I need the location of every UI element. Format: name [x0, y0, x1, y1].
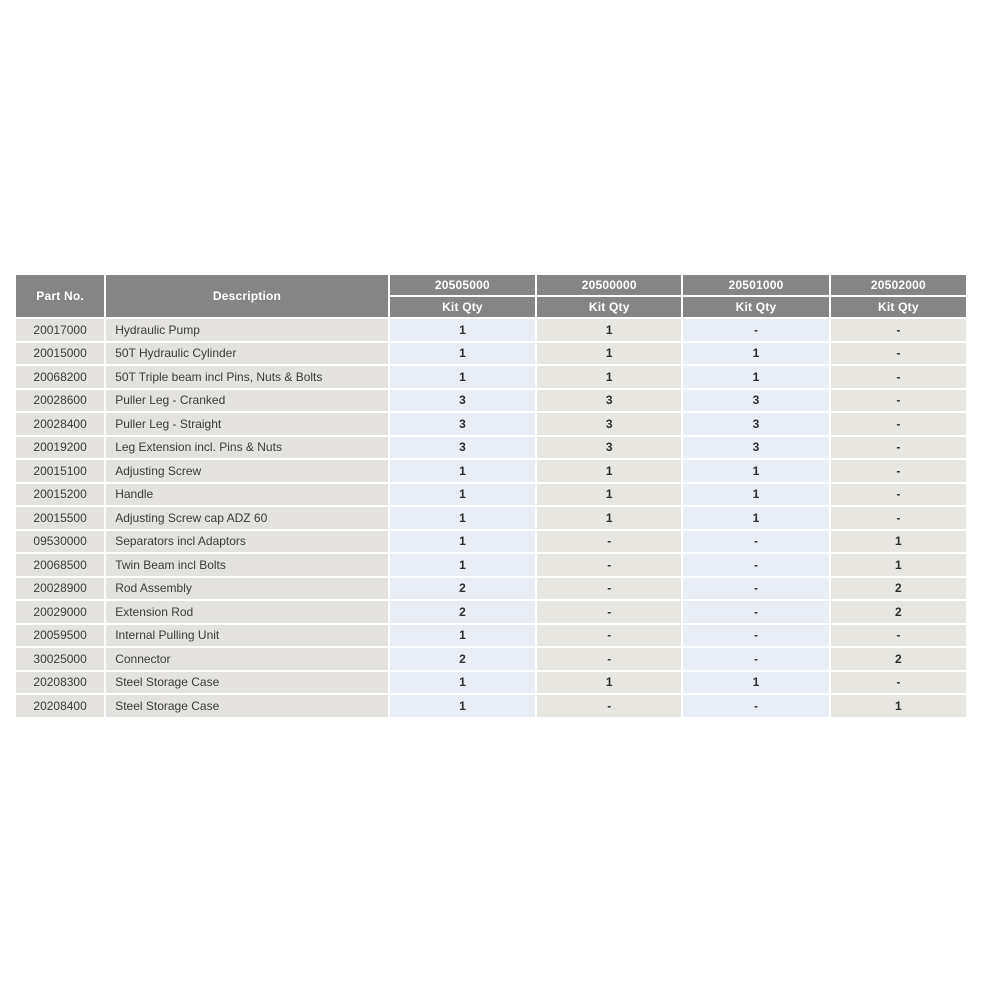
kit-qty-cell-20500000: 1 [537, 366, 681, 388]
table-row [16, 672, 966, 694]
part-no-cell: 20208300 [16, 672, 104, 694]
description-cell: Rod Assembly [106, 578, 388, 600]
kit-qty-cell-20501000: - [683, 319, 828, 341]
description-cell: 50T Triple beam incl Pins, Nuts & Bolts [106, 366, 388, 388]
kit-qty-cell-20501000: - [683, 554, 828, 576]
kit-qty-cell-20501000: - [683, 578, 828, 600]
kit-qty-cell-20501000: 1 [683, 460, 828, 482]
description-cell: Steel Storage Case [106, 672, 388, 694]
part-no-cell: 20015500 [16, 507, 104, 529]
table-row [16, 625, 966, 647]
column-subheader-kit-qty-1: Kit Qty [390, 297, 535, 317]
kit-qty-cell-20502000: - [831, 625, 966, 647]
kit-qty-cell-20501000: 3 [683, 413, 828, 435]
kit-qty-cell-20501000: 3 [683, 437, 828, 459]
column-header-description: Description [106, 275, 388, 317]
kit-qty-cell-20501000: 3 [683, 390, 828, 412]
kit-qty-cell-20502000: 2 [831, 601, 966, 623]
table-row [16, 695, 966, 717]
kit-qty-cell-20505000: 1 [390, 319, 535, 341]
kit-qty-cell-20500000: - [537, 601, 681, 623]
kit-qty-cell-20501000: 1 [683, 343, 828, 365]
part-no-cell: 20208400 [16, 695, 104, 717]
kit-qty-cell-20502000: - [831, 437, 966, 459]
table-row [16, 460, 966, 482]
part-no-cell: 20019200 [16, 437, 104, 459]
kit-qty-cell-20500000: 1 [537, 672, 681, 694]
kit-qty-cell-20501000: - [683, 695, 828, 717]
kit-qty-cell-20501000: - [683, 625, 828, 647]
kit-qty-cell-20502000: - [831, 343, 966, 365]
kit-qty-cell-20502000: 2 [831, 648, 966, 670]
kit-qty-cell-20505000: 2 [390, 601, 535, 623]
table-row [16, 578, 966, 600]
table-row [16, 366, 966, 388]
description-cell: Hydraulic Pump [106, 319, 388, 341]
kit-qty-cell-20505000: 1 [390, 343, 535, 365]
description-cell: Extension Rod [106, 601, 388, 623]
kit-qty-cell-20501000: 1 [683, 484, 828, 506]
kit-qty-cell-20500000: 3 [537, 437, 681, 459]
kit-qty-cell-20500000: 1 [537, 484, 681, 506]
table-row [16, 390, 966, 412]
kit-qty-cell-20501000: 1 [683, 672, 828, 694]
description-cell: Leg Extension incl. Pins & Nuts [106, 437, 388, 459]
part-no-cell: 20068500 [16, 554, 104, 576]
description-cell: Steel Storage Case [106, 695, 388, 717]
kit-qty-cell-20500000: 1 [537, 460, 681, 482]
part-no-cell: 20029000 [16, 601, 104, 623]
description-cell: Twin Beam incl Bolts [106, 554, 388, 576]
part-no-cell: 30025000 [16, 648, 104, 670]
kit-qty-cell-20500000: - [537, 578, 681, 600]
table-row [16, 413, 966, 435]
column-subheader-kit-qty-4: Kit Qty [831, 297, 966, 317]
description-cell: Adjusting Screw cap ADZ 60 [106, 507, 388, 529]
kit-qty-cell-20502000: - [831, 507, 966, 529]
kit-qty-cell-20505000: 2 [390, 648, 535, 670]
kit-qty-cell-20500000: 3 [537, 390, 681, 412]
kit-qty-cell-20500000: - [537, 625, 681, 647]
kit-qty-cell-20501000: - [683, 531, 828, 553]
part-no-cell: 20015000 [16, 343, 104, 365]
kit-qty-cell-20502000: 1 [831, 531, 966, 553]
table-row [16, 554, 966, 576]
kit-qty-cell-20505000: 1 [390, 695, 535, 717]
description-cell: Connector [106, 648, 388, 670]
kit-qty-cell-20502000: - [831, 672, 966, 694]
part-no-cell: 20028400 [16, 413, 104, 435]
kit-qty-cell-20501000: 1 [683, 507, 828, 529]
kit-qty-cell-20505000: 3 [390, 437, 535, 459]
kit-qty-cell-20502000: - [831, 484, 966, 506]
table-row [16, 507, 966, 529]
kit-qty-cell-20505000: 1 [390, 460, 535, 482]
part-no-cell: 20068200 [16, 366, 104, 388]
column-header-kit-20500000: 20500000 [537, 275, 681, 295]
kit-qty-cell-20500000: - [537, 554, 681, 576]
kit-qty-cell-20500000: - [537, 531, 681, 553]
kit-qty-cell-20500000: 3 [537, 413, 681, 435]
kit-qty-cell-20501000: - [683, 648, 828, 670]
column-subheader-kit-qty-3: Kit Qty [683, 297, 828, 317]
column-header-kit-20501000: 20501000 [683, 275, 828, 295]
kit-qty-cell-20500000: - [537, 648, 681, 670]
kit-qty-cell-20505000: 1 [390, 554, 535, 576]
column-header-kit-20505000: 20505000 [390, 275, 535, 295]
column-header-part-no: Part No. [16, 275, 104, 317]
table-row [16, 484, 966, 506]
header-row-kit-ids [16, 275, 966, 295]
table-row [16, 319, 966, 341]
column-header-kit-20502000: 20502000 [831, 275, 966, 295]
table-row [16, 648, 966, 670]
part-no-cell: 20015200 [16, 484, 104, 506]
kit-qty-cell-20500000: 1 [537, 343, 681, 365]
description-cell: Separators incl Adaptors [106, 531, 388, 553]
part-no-cell: 20028600 [16, 390, 104, 412]
table-row [16, 343, 966, 365]
kit-qty-cell-20505000: 1 [390, 366, 535, 388]
kit-qty-cell-20501000: 1 [683, 366, 828, 388]
description-cell: 50T Hydraulic Cylinder [106, 343, 388, 365]
kit-qty-cell-20505000: 3 [390, 413, 535, 435]
kit-qty-cell-20502000: 2 [831, 578, 966, 600]
kit-qty-cell-20505000: 1 [390, 625, 535, 647]
kit-qty-cell-20500000: - [537, 695, 681, 717]
kit-qty-cell-20500000: 1 [537, 507, 681, 529]
description-cell: Puller Leg - Cranked [106, 390, 388, 412]
kit-qty-cell-20502000: - [831, 413, 966, 435]
kit-qty-cell-20505000: 1 [390, 507, 535, 529]
kit-qty-cell-20502000: 1 [831, 554, 966, 576]
description-cell: Puller Leg - Straight [106, 413, 388, 435]
kit-qty-cell-20502000: - [831, 319, 966, 341]
kit-qty-cell-20505000: 1 [390, 531, 535, 553]
kit-qty-cell-20505000: 1 [390, 672, 535, 694]
part-no-cell: 20028900 [16, 578, 104, 600]
kit-qty-cell-20501000: - [683, 601, 828, 623]
part-no-cell: 20059500 [16, 625, 104, 647]
parts-table-container [14, 273, 968, 719]
kit-qty-cell-20502000: 1 [831, 695, 966, 717]
description-cell: Handle [106, 484, 388, 506]
description-cell: Internal Pulling Unit [106, 625, 388, 647]
kit-qty-cell-20505000: 3 [390, 390, 535, 412]
part-no-cell: 09530000 [16, 531, 104, 553]
kit-qty-cell-20502000: - [831, 460, 966, 482]
kit-qty-cell-20505000: 2 [390, 578, 535, 600]
table-row [16, 531, 966, 553]
parts-kit-table [14, 273, 968, 719]
table-body [16, 319, 966, 717]
table-header [16, 275, 966, 317]
table-row [16, 601, 966, 623]
part-no-cell: 20015100 [16, 460, 104, 482]
column-subheader-kit-qty-2: Kit Qty [537, 297, 681, 317]
description-cell: Adjusting Screw [106, 460, 388, 482]
kit-qty-cell-20502000: - [831, 390, 966, 412]
kit-qty-cell-20502000: - [831, 366, 966, 388]
kit-qty-cell-20500000: 1 [537, 319, 681, 341]
part-no-cell: 20017000 [16, 319, 104, 341]
table-row [16, 437, 966, 459]
kit-qty-cell-20505000: 1 [390, 484, 535, 506]
